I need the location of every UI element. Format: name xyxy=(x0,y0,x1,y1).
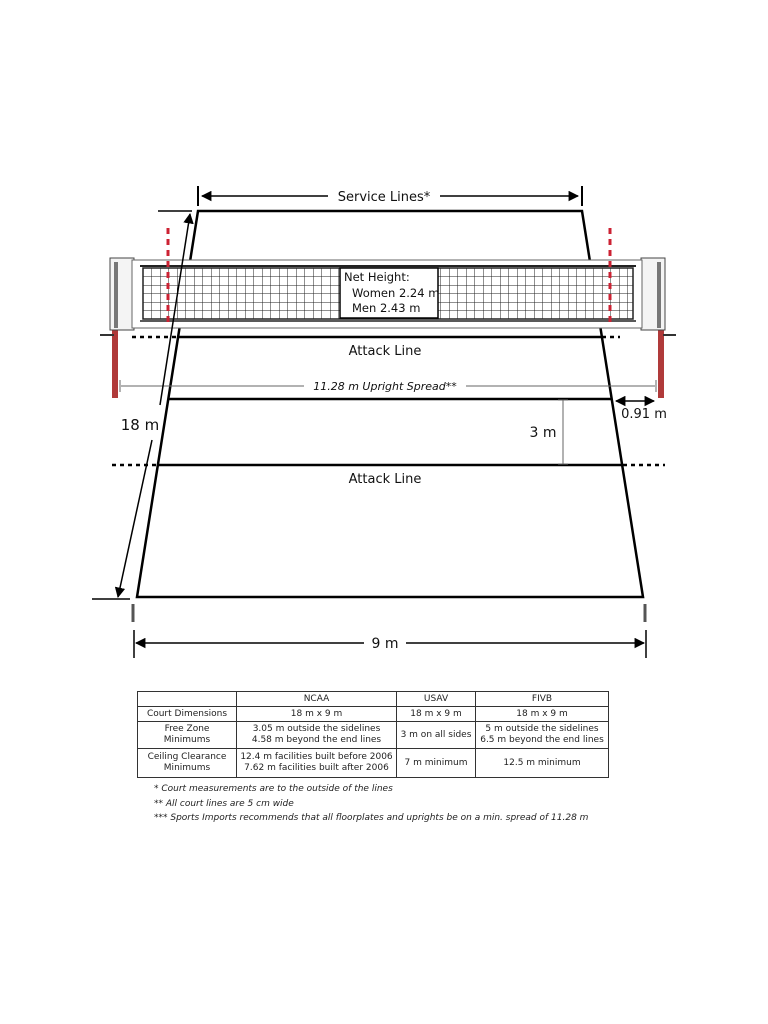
net-height-men: Men 2.43 m xyxy=(352,301,421,315)
side-offset-dimension xyxy=(616,401,667,422)
upright-spread-dimension xyxy=(120,380,656,393)
header-cell-fivb: FIVB xyxy=(476,692,609,707)
side-offset-label: 0.91 m xyxy=(621,407,667,422)
net-height-title: Net Height: xyxy=(344,270,410,284)
court-width-label: 9 m xyxy=(371,636,399,652)
right-upright xyxy=(641,258,676,398)
table-row xyxy=(138,722,609,749)
service-lines-dimension xyxy=(198,186,582,206)
court-length-label: 18 m xyxy=(120,416,160,434)
court-width-dimension xyxy=(133,604,646,658)
header-cell-usav: USAV xyxy=(397,692,476,707)
left-upright xyxy=(100,258,134,398)
net-height-women: Women 2.24 m xyxy=(352,286,440,300)
table-header-row xyxy=(138,692,609,707)
ncaa-cell: 12.4 m facilities built before 2006 7.62 m facilities built after 2006 xyxy=(237,749,397,778)
header-cell-ncaa: NCAA xyxy=(237,692,397,707)
row-label: Court Dimensions xyxy=(138,707,237,722)
footnotes xyxy=(154,782,588,826)
service-lines-label: Service Lines* xyxy=(337,190,431,205)
usav-cell: 18 m x 9 m xyxy=(397,707,476,722)
court-specs-table xyxy=(137,691,609,778)
row-label: Free Zone Minimums xyxy=(138,722,237,749)
ncaa-cell: 3.05 m outside the sidelines 4.58 m beyond the end lines xyxy=(237,722,397,749)
attack-zone-label: 3 m xyxy=(529,425,557,441)
fivb-cell: 5 m outside the sidelines 6.5 m beyond the end lines xyxy=(476,722,609,749)
fivb-cell: 12.5 m minimum xyxy=(476,749,609,778)
fivb-cell: 18 m x 9 m xyxy=(476,707,609,722)
header-cell xyxy=(138,692,237,707)
upright-spread-label: 11.28 m Upright Spread** xyxy=(313,380,457,393)
footnote: * Court measurements are to the outside of the lines xyxy=(154,784,393,794)
row-label: Ceiling Clearance Minimums xyxy=(138,749,237,778)
net-height-box xyxy=(340,268,439,318)
table-row xyxy=(138,707,609,722)
ncaa-cell: 18 m x 9 m xyxy=(237,707,397,722)
footnote: ** All court lines are 5 cm wide xyxy=(154,798,294,809)
attack-line-near-label: Attack Line xyxy=(348,472,422,487)
usav-cell: 7 m minimum xyxy=(397,749,476,778)
footnote: *** Sports Imports recommends that all floorplates and uprights be on a min. spread of 11.28 m xyxy=(154,813,589,823)
attack-zone-dimension xyxy=(530,400,569,464)
attack-line-far-label: Attack Line xyxy=(348,344,422,359)
table-row xyxy=(138,749,609,778)
usav-cell: 3 m on all sides xyxy=(397,722,476,749)
